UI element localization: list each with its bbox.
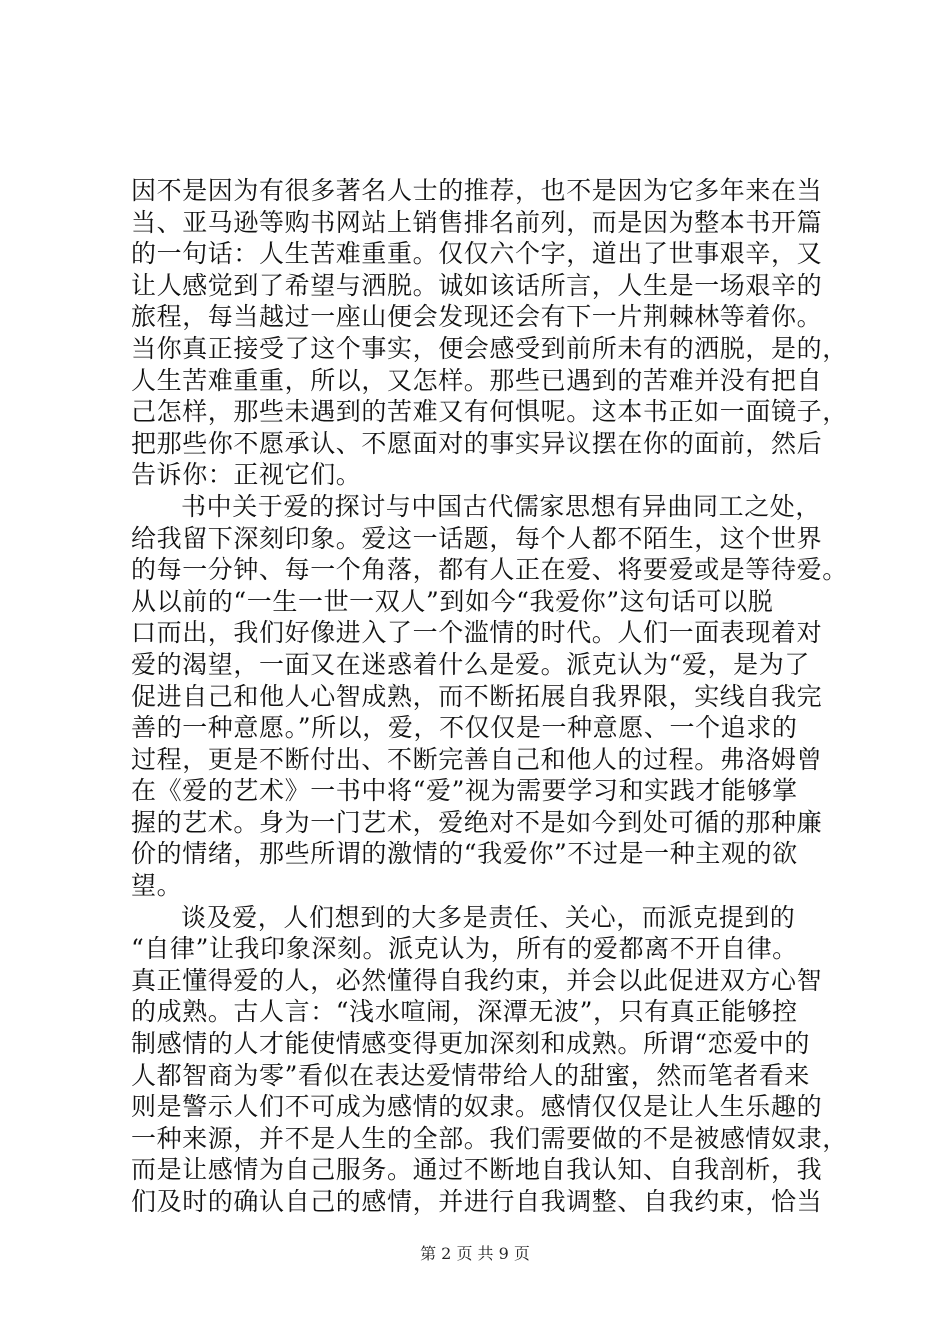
text-line: 在《爱的艺术》一书中将“爱”视为需要学习和实践才能够掌 xyxy=(131,776,798,806)
text-line: 的一句话：人生苦难重重。仅仅六个字，道出了世事艰辛，又 xyxy=(131,239,823,269)
text-line: 过程，更是不断付出、不断完善自己和他人的过程。弗洛姆曾 xyxy=(131,744,823,774)
text-line: 促进自己和他人心智成熟，而不断拓展自我界限，实线自我完 xyxy=(131,681,823,711)
text-line: 人都智商为零”看似在表达爱情带给人的甜蜜，然而笔者看来 xyxy=(131,1060,810,1090)
text-line: 善的一种意愿。”所以，爱，不仅仅是一种意愿、一个追求的 xyxy=(131,713,798,743)
text-line: 的成熟。古人言：“浅水喧闹，深潭无波”，只有真正能够控 xyxy=(131,997,798,1027)
text-line: 而是让感情为自己服务。通过不断地自我认知、自我剖析，我 xyxy=(131,1155,823,1185)
text-line: 谈及爱，人们想到的大多是责任、关心，而派克提到的 xyxy=(181,902,796,932)
text-line: 则是警示人们不可成为感情的奴隶。感情仅仅是让人生乐趣的 xyxy=(131,1092,823,1122)
text-line: 的每一分钟、每一个角落，都有人正在爱、将要爱或是等待爱。 xyxy=(131,555,848,585)
text-line: 给我留下深刻印象。爱这一话题，每个人都不陌生，这个世界 xyxy=(131,523,823,553)
text-line: 告诉你：正视它们。 xyxy=(131,460,362,490)
text-line: 制感情的人才能使情感变得更加深刻和成熟。所谓“恋爱中的 xyxy=(131,1029,810,1059)
text-line: 握的艺术。身为一门艺术，爱绝对不是如今到处可循的那种廉 xyxy=(131,807,823,837)
text-line: 当你真正接受了这个事实，便会感受到前所未有的洒脱，是的， xyxy=(131,333,848,363)
text-line: 旅程，每当越过一座山便会发现还会有下一片荆棘林等着你。 xyxy=(131,302,823,332)
text-line: “自律”让我印象深刻。派克认为，所有的爱都离不开自律。 xyxy=(131,934,798,964)
text-line: 价的情绪，那些所谓的激情的“我爱你”不过是一种主观的欲 xyxy=(131,839,798,869)
text-line: 望。 xyxy=(131,871,183,901)
text-line: 因不是因为有很多著名人士的推荐，也不是因为它多年来在当 xyxy=(131,176,823,205)
text-line: 口而出，我们好像进入了一个滥情的时代。人们一面表现着对 xyxy=(131,618,823,648)
text-line: 从以前的“一生一世一双人”到如今“我爱你”这句话可以脱 xyxy=(131,586,774,616)
text-line: 真正懂得爱的人，必然懂得自我约束，并会以此促进双方心智 xyxy=(131,965,823,995)
body-text xyxy=(131,175,848,1218)
text-line: 一种来源，并不是人生的全部。我们需要做的不是被感情奴隶， xyxy=(131,1123,848,1153)
text-line: 们及时的确认自己的感情，并进行自我调整、自我约束，恰当 xyxy=(131,1187,823,1216)
text-line: 人生苦难重重，所以，又怎样。那些已遇到的苦难并没有把自 xyxy=(131,365,823,395)
text-line: 当、亚马逊等购书网站上销售排名前列，而是因为整本书开篇 xyxy=(131,207,823,237)
page-number-footer: 第 2 页 共 9 页 xyxy=(420,1244,530,1263)
text-line: 把那些你不愿承认、不愿面对的事实异议摆在你的面前，然后 xyxy=(131,428,823,458)
text-line: 书中关于爱的探讨与中国古代儒家思想有异曲同工之处， xyxy=(181,491,822,521)
text-line: 己怎样，那些未遇到的苦难又有何惧呢。这本书正如一面镜子， xyxy=(131,397,848,427)
text-line: 爱的渴望，一面又在迷惑着什么是爱。派克认为“爱，是为了 xyxy=(131,649,810,679)
text-line: 让人感觉到了希望与洒脱。诚如该话所言，人生是一场艰辛的 xyxy=(131,270,823,300)
